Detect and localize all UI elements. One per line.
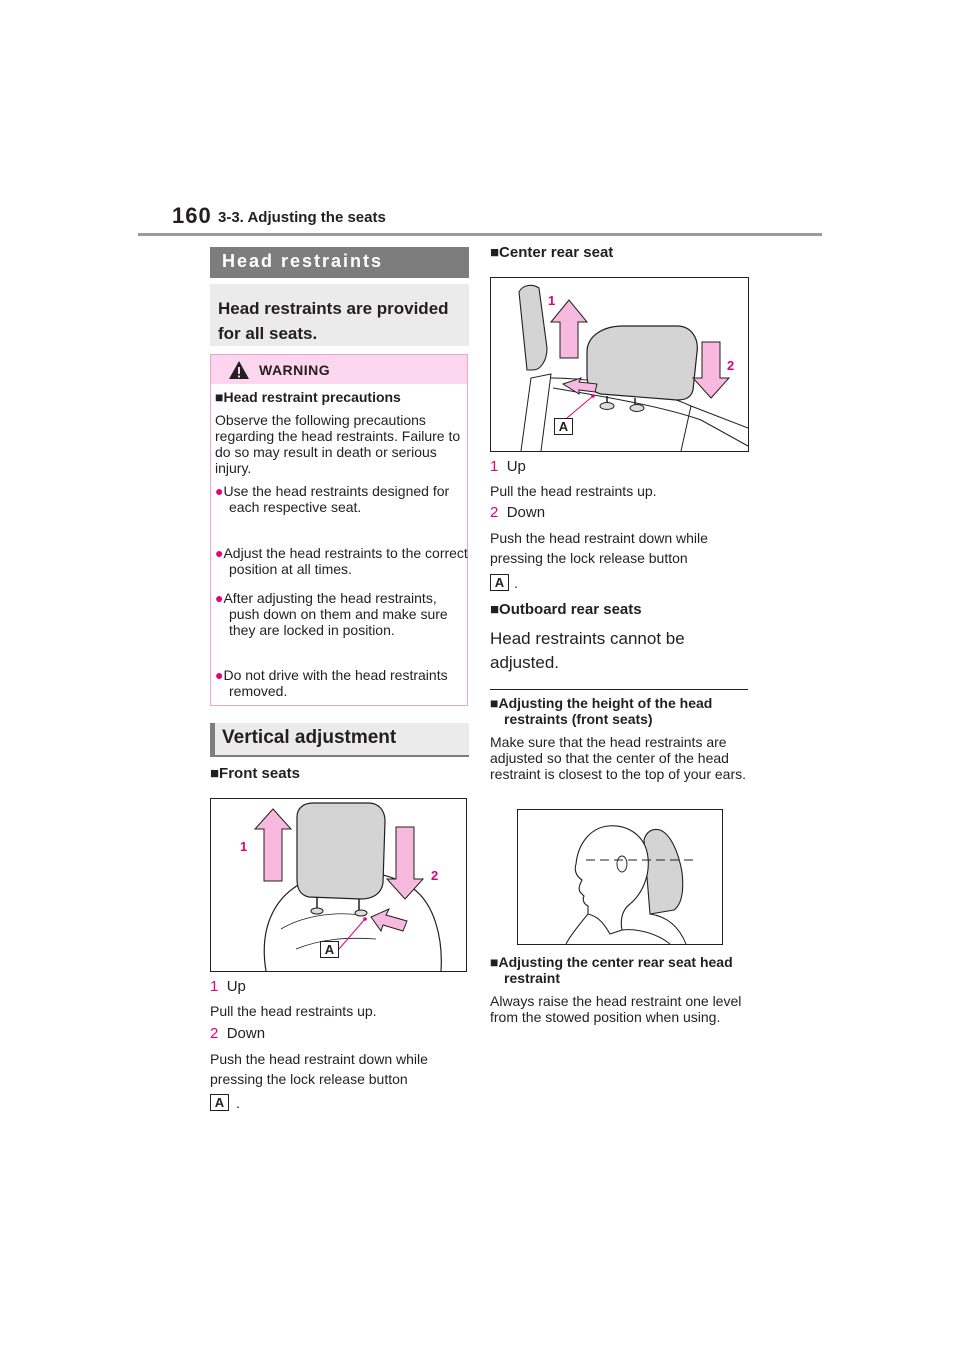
outboard-text: Head restraints cannot be adjusted.: [490, 629, 685, 672]
center-step-2-period: .: [514, 575, 518, 591]
front-step-1-text: Pull the head restraints up.: [210, 1003, 377, 1019]
notes-divider: [490, 689, 748, 690]
front-figure-label-2: 2: [431, 868, 439, 883]
center-rear-seat-heading: ■Center rear seat: [490, 244, 614, 261]
warning-subtitle: ■Head restraint precautions: [215, 389, 401, 405]
note-center-rear-text: Always raise the head restraint one level from the stowed position when using.: [490, 993, 742, 1025]
warning-bullet: ●Adjust the head restraints to the correct position at all times.: [215, 545, 468, 577]
warning-body: Observe the following precautions regarding the head restraints. Failure to do so may result in death or serious injury.: [215, 412, 461, 476]
bullet-dot: ●: [215, 483, 224, 499]
front-step-2: 2 Down: [210, 1025, 266, 1042]
header-rule: [138, 233, 822, 236]
center-step-2-text: Push the head restraint down while pressing the lock release button: [490, 530, 708, 566]
head-position-figure: [517, 809, 723, 945]
head-restraints-title: Head restraints: [222, 251, 384, 271]
note-front-height-title: ■Adjusting the height of the head restraints (front seats): [490, 695, 713, 727]
note-center-rear-title: ■Adjusting the center rear seat head restraint: [490, 954, 733, 986]
warning-triangle-icon: [228, 360, 250, 380]
section-title: 3-3. Adjusting the seats: [218, 209, 386, 226]
front-figure-label-a: A: [320, 941, 339, 958]
vertical-adjustment-title: Vertical adjustment: [222, 727, 397, 748]
bullet-dot: ●: [215, 590, 224, 606]
front-figure-label-1: 1: [240, 839, 248, 854]
center-figure-label-a: A: [554, 418, 573, 435]
lock-release-badge: A: [210, 1094, 229, 1111]
lock-release-badge: A: [490, 574, 509, 591]
center-step-1-text: Pull the head restraints up.: [490, 483, 657, 499]
bullet-dot: ●: [215, 667, 224, 683]
note-front-height-text: Make sure that the head restraints are adjusted so that the center of the head restraint is closest to the top of your ears.: [490, 734, 747, 782]
outboard-rear-seats-heading: ■Outboard rear seats: [490, 601, 642, 618]
warning-bullet: ●Do not drive with the head restraints removed.: [215, 667, 448, 699]
center-figure-label-1: 1: [548, 293, 556, 308]
bullet-dot: ●: [215, 545, 224, 561]
warning-title: WARNING: [259, 362, 331, 378]
center-rear-seat-illustration: [491, 278, 748, 451]
head-position-illustration: [518, 810, 722, 944]
center-figure-label-2: 2: [727, 358, 735, 373]
front-step-2-text: Push the head restraint down while pressing the lock release button: [210, 1051, 428, 1087]
warning-bullet: ●After adjusting the head restraints, push down on them and make sure they are locked in position.: [215, 590, 448, 638]
warning-box: [210, 354, 468, 706]
center-rear-seat-figure: [490, 277, 749, 452]
center-step-1: 1 Up: [490, 458, 526, 475]
page-number: 160: [172, 203, 212, 228]
front-seats-heading: ■Front seats: [210, 765, 300, 782]
center-step-2: 2 Down: [490, 504, 546, 521]
banner-underline: [210, 755, 469, 757]
front-step-2-period: .: [236, 1095, 240, 1111]
front-step-1: 1 Up: [210, 978, 246, 995]
intro-text: Head restraints are provided for all seats.: [218, 299, 449, 343]
warning-bullet: ●Use the head restraints designed for each respective seat.: [215, 483, 450, 515]
